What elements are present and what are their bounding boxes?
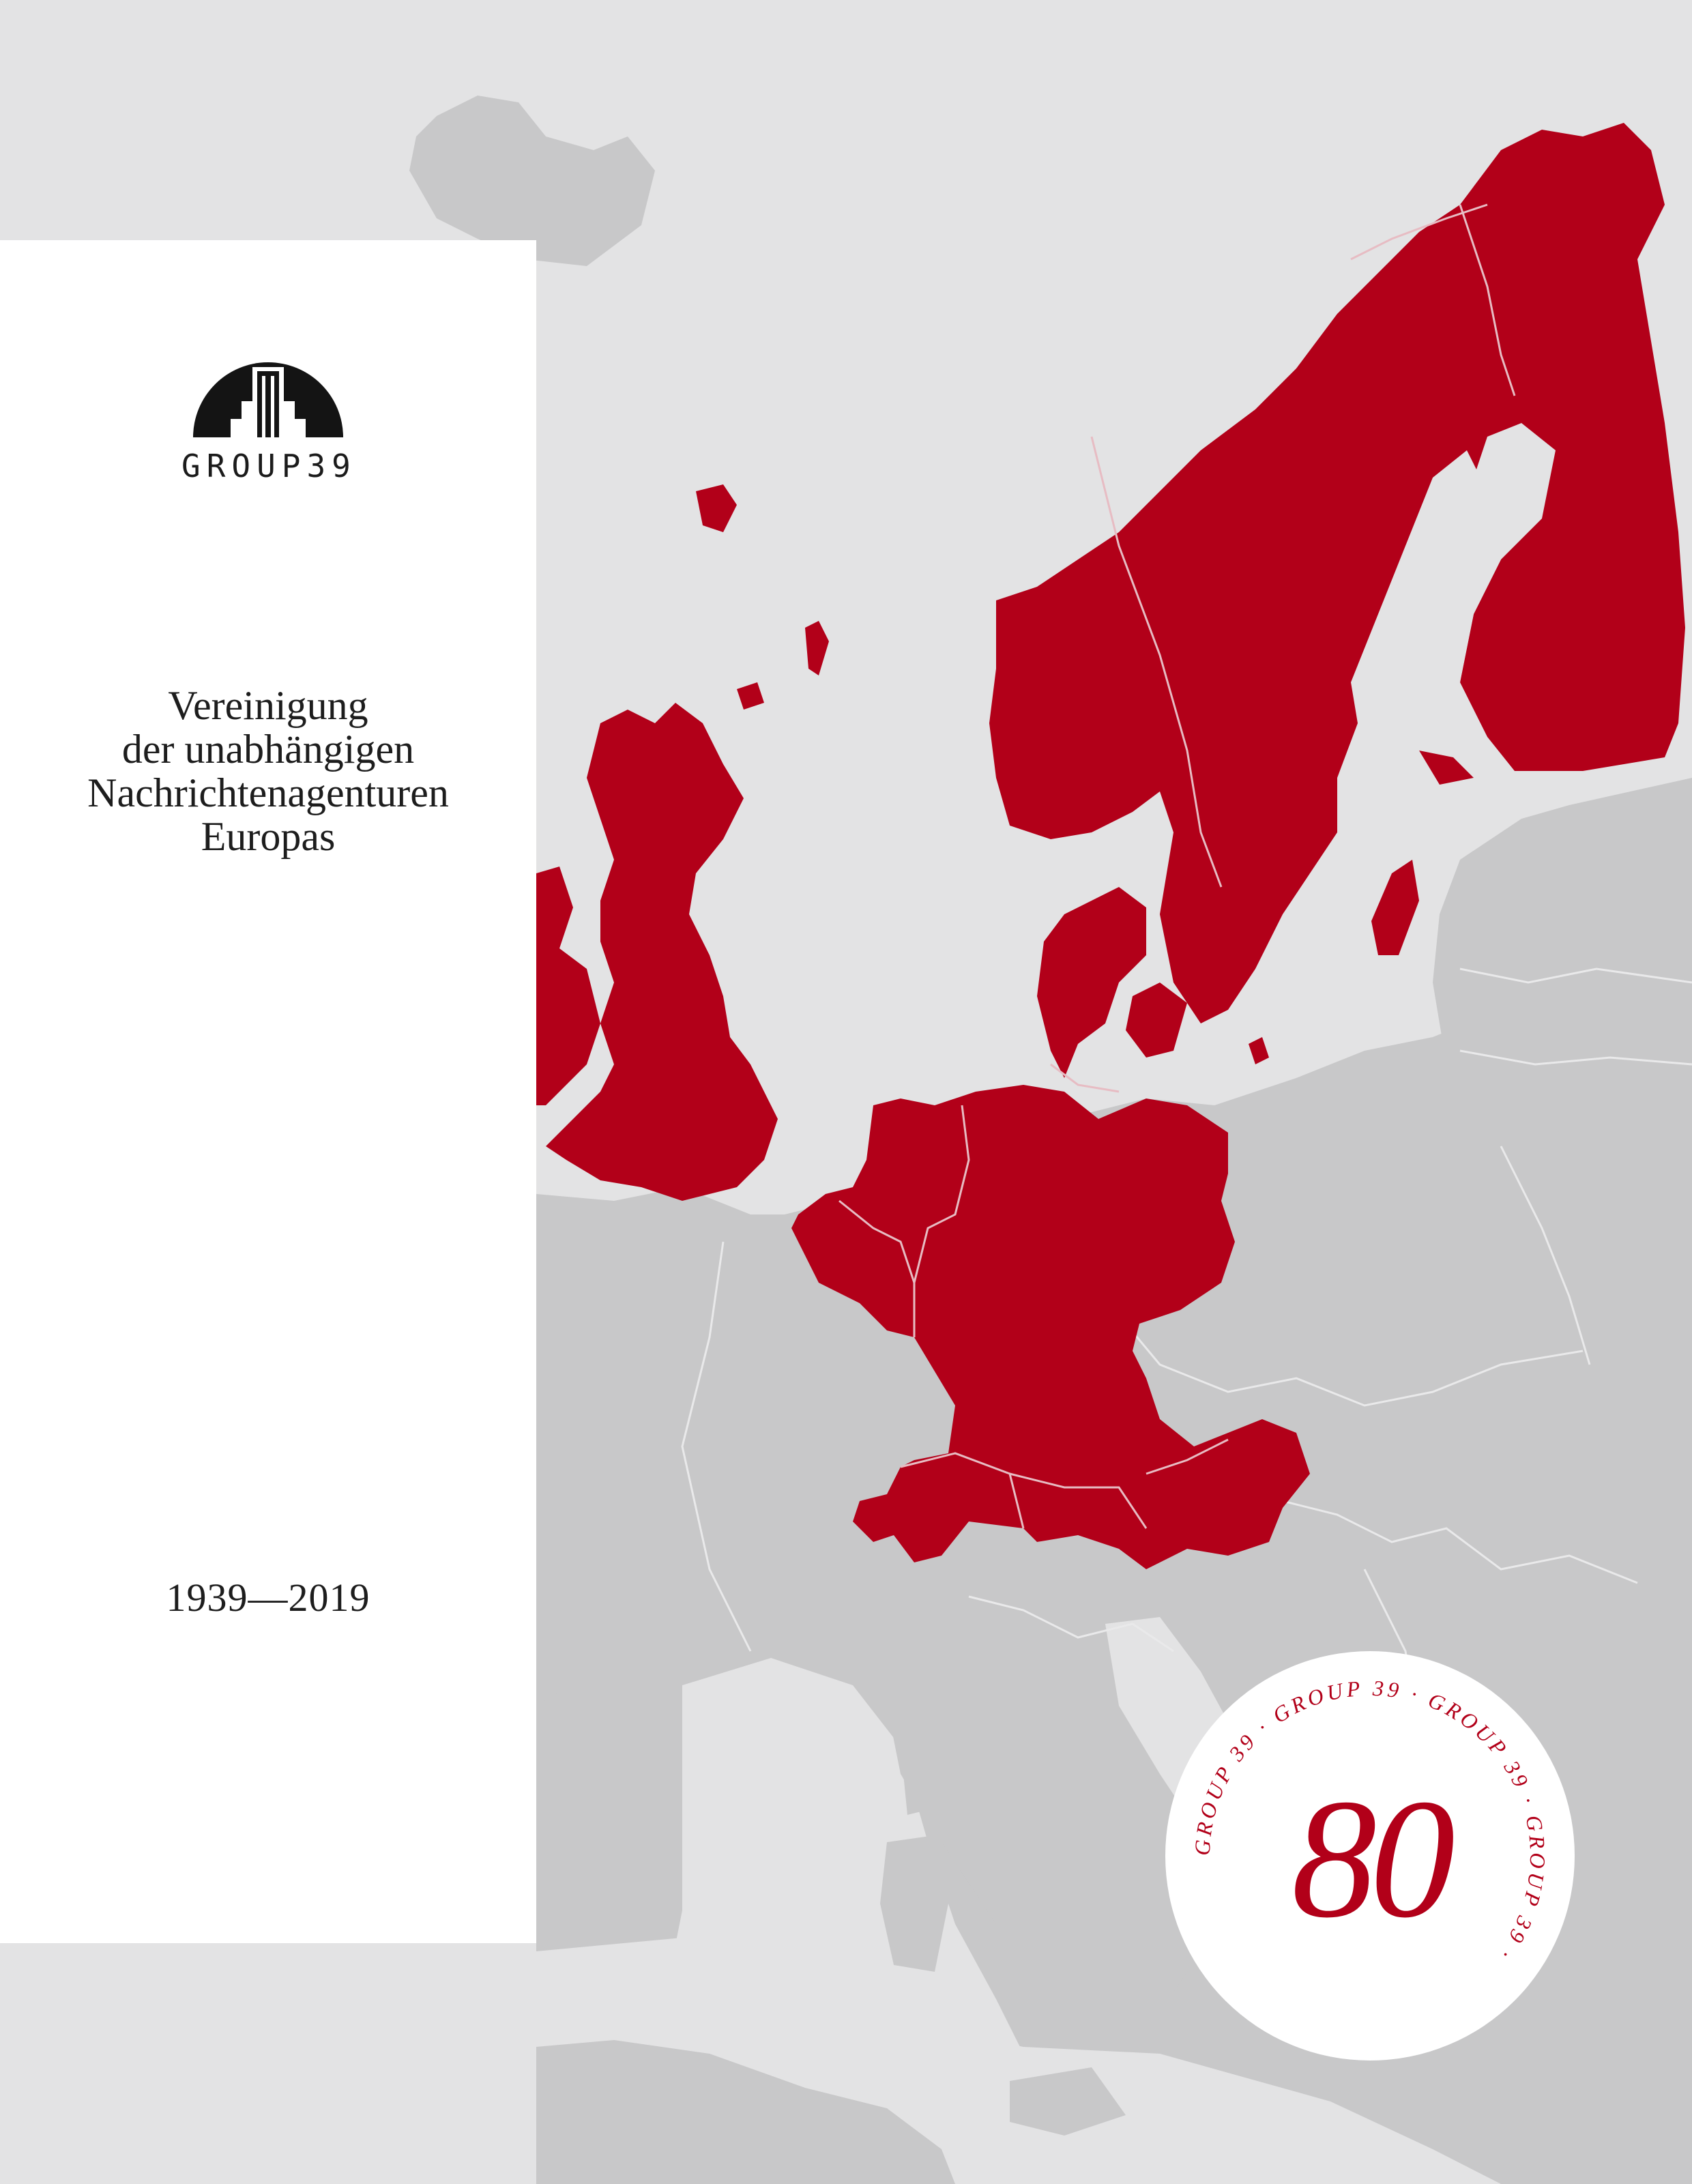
orkney-shape — [737, 682, 764, 710]
faroe-shape — [696, 484, 737, 532]
title-panel — [0, 240, 536, 1943]
group39-logo — [181, 338, 355, 502]
anniversary-seal — [1165, 1651, 1575, 2061]
bornholm-shape — [1249, 1037, 1269, 1064]
tagline-line-4: Europas — [201, 814, 336, 859]
gotland-shape — [1371, 860, 1419, 955]
denmark-shape — [1037, 887, 1146, 1078]
tagline-line-3: Nachrichtenagenturen — [87, 770, 449, 815]
great-britain-shape — [546, 703, 778, 1201]
year-range: 1939—2019 — [166, 1575, 370, 1620]
tagline-line-1: Vereinigung — [168, 683, 368, 728]
tagline — [20, 684, 516, 858]
zealand-shape — [1126, 982, 1187, 1058]
seal-ring-text: GROUP 39 · GROUP 39 · GROUP 39 · GROUP 39 · — [1189, 1675, 1551, 1967]
logo-wordmark: GROUP39 — [181, 448, 357, 484]
shetland-shape — [805, 621, 829, 675]
seal-number: 80 — [1292, 1764, 1448, 1953]
ireland-shape — [536, 867, 600, 1105]
tagline-line-2: der unabhängigen — [121, 727, 415, 772]
tower-icon — [190, 338, 347, 441]
